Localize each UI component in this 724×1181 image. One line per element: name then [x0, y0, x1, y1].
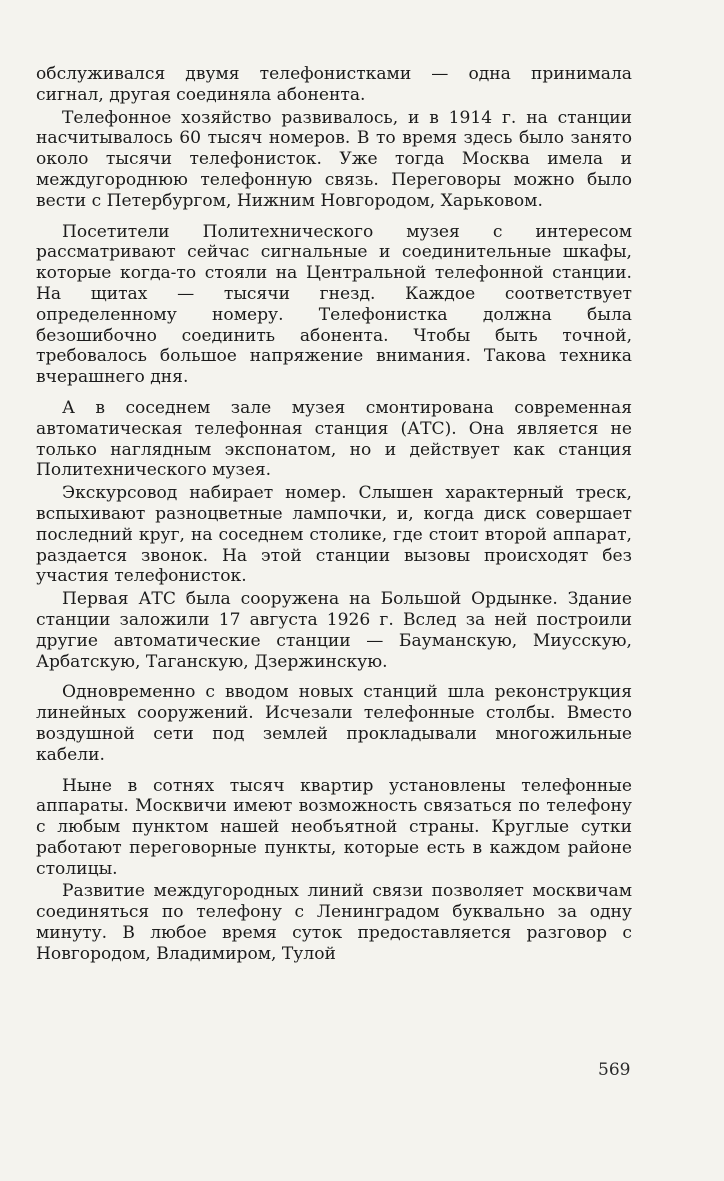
- paragraph-2: Телефонное хозяйство развивалось, и в 1914 г. на станции насчитывалось 60 тысяч номеров. В то время здесь было занято около тысячи телефонисток. Уже тогда Москва имела и междугороднюю телефонную связь. Переговоры можно было вести с Петербургом, Нижним Новгородом, Харьковом.: [36, 107, 632, 211]
- paragraph-6: Первая АТС была сооружена на Большой Ордынке. Здание станции заложили 17 августа 1926 г. Вслед за ней построили другие автоматические станции — Бауманскую, Миусскую, Арбатскую, Таганскую, Дзержинскую.: [36, 589, 632, 672]
- page-number: 569: [598, 1060, 631, 1080]
- paragraph-3: Посетители Политехнического музея с интересом рассматривают сейчас сигнальные и соединительные шкафы, которые когда-то стояли на Центральной телефонной станции. На щитах — тысячи гнезд. Каждое соответствует определенному номеру. Телефонистка должна была безошибочно соединить абонента. Чтобы быть точной, требовалось большое напряжение внимания. Такова техника вчерашнего дня.: [36, 221, 632, 388]
- paragraph-1: обслуживался двумя телефонистками — одна принимала сигнал, другая соединяла абонента.: [36, 64, 632, 105]
- page-body: [36, 64, 632, 965]
- paragraph-9: Развитие междугородных линий связи позволяет москвичам соединяться по телефону с Ленинградом буквально за одну минуту. В любое время суток предоставляется разговор с Новгородом, Владимиром, Тулой: [36, 881, 632, 964]
- paragraph-7: Одновременно с вводом новых станций шла реконструкция линейных сооружений. Исчезали телефонные столбы. Вместо воздушной сети под землей прокладывали многожильные кабели.: [36, 682, 632, 765]
- paragraph-5: Экскурсовод набирает номер. Слышен характерный треск, вспыхивают разноцветные лампочки, и, когда диск совершает последний круг, на соседнем столике, где стоит второй аппарат, раздается звонок. На этой станции вызовы происходят без участия телефонисток.: [36, 483, 632, 587]
- paragraph-8: Ныне в сотнях тысяч квартир установлены телефонные аппараты. Москвичи имеют возможность связаться по телефону с любым пунктом нашей необъятной страны. Круглые сутки работают переговорные пункты, которые есть в каждом районе столицы.: [36, 775, 632, 879]
- paragraph-4: А в соседнем зале музея смонтирована современная автоматическая телефонная станция (АТС). Она является не только наглядным экспонатом, но и действует как станция Политехнического музея.: [36, 397, 632, 481]
